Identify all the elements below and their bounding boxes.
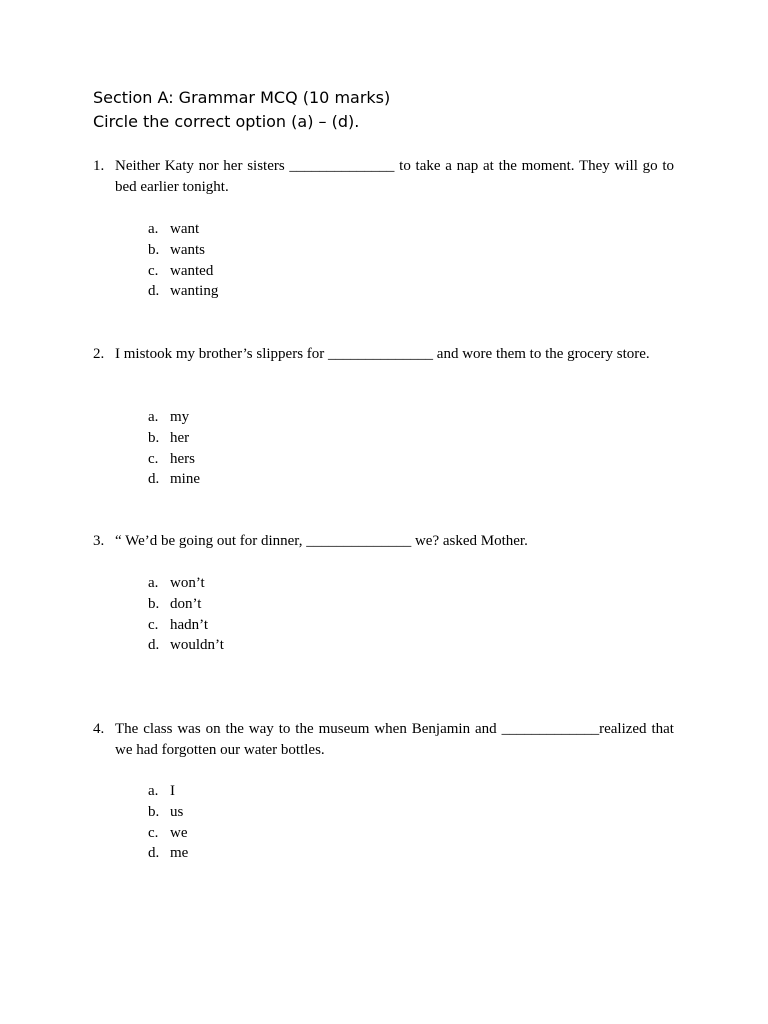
option-text: wants [170, 241, 205, 258]
option-item[interactable] [148, 823, 188, 844]
question-3-blank: ______________ [306, 533, 412, 549]
option-item[interactable] [148, 635, 224, 656]
option-item[interactable] [148, 594, 224, 615]
option-letter: c. [148, 262, 159, 279]
option-text: me [170, 845, 189, 862]
question-4-text [115, 719, 674, 761]
option-text: hers [170, 450, 195, 467]
question-4-text-after: realized that we had forgotten our water bottles. [115, 721, 674, 758]
option-item[interactable] [148, 428, 200, 449]
option-letter: b. [148, 241, 160, 258]
question-3-text-after: we? asked Mother. [411, 533, 528, 549]
option-item[interactable] [148, 781, 188, 802]
option-item[interactable] [148, 449, 200, 470]
option-text: wanting [170, 283, 219, 300]
option-text: us [170, 803, 184, 820]
option-text: won’t [170, 575, 205, 591]
option-item[interactable] [148, 469, 200, 490]
option-letter: d. [148, 471, 160, 488]
option-text: want [170, 221, 200, 237]
question-2-text-after: and wore them to the grocery store. [433, 346, 650, 362]
option-letter: b. [148, 595, 160, 612]
option-item[interactable] [148, 240, 218, 261]
option-letter: c. [148, 824, 159, 841]
question-1-options [148, 219, 218, 302]
option-text: hadn’t [170, 616, 209, 633]
option-item[interactable] [148, 281, 218, 302]
section-instruction: Circle the correct option (a) – (d). [93, 112, 360, 131]
option-text: wouldn’t [170, 637, 224, 654]
question-1-text [115, 156, 674, 198]
question-4-text-before: The class was on the way to the museum when Benjamin and [115, 721, 502, 737]
option-letter: a. [148, 409, 159, 425]
option-text: my [170, 409, 190, 425]
option-item[interactable] [148, 802, 188, 823]
option-letter: d. [148, 283, 160, 300]
question-2-blank: ______________ [328, 346, 434, 362]
question-2-text [115, 344, 674, 365]
question-2-number: 2. [93, 346, 105, 362]
option-text: don’t [170, 595, 202, 612]
option-text: I [170, 783, 175, 799]
option-letter: c. [148, 616, 159, 633]
section-title: Section A: Grammar MCQ (10 marks) [93, 88, 391, 107]
question-3-options [148, 573, 224, 656]
option-item[interactable] [148, 573, 224, 594]
question-1-blank: ______________ [289, 158, 395, 174]
question-1-text-before: Neither Katy nor her sisters [115, 158, 290, 174]
question-2-options [148, 407, 200, 490]
question-4-options [148, 781, 188, 864]
option-item[interactable] [148, 219, 218, 240]
option-letter: a. [148, 575, 159, 591]
option-item[interactable] [148, 843, 188, 864]
option-letter: a. [148, 221, 159, 237]
question-3-text-before: “ We’d be going out for dinner, [115, 533, 307, 549]
question-3-number: 3. [93, 533, 105, 549]
question-3-text [115, 531, 674, 552]
question-4-blank: _____________ [501, 721, 600, 737]
option-letter: b. [148, 803, 160, 820]
option-letter: c. [148, 450, 159, 467]
question-1-number: 1. [93, 158, 105, 174]
option-item[interactable] [148, 615, 224, 636]
option-text: her [170, 429, 190, 446]
option-letter: a. [148, 783, 159, 799]
option-letter: b. [148, 429, 160, 446]
option-text: we [170, 824, 188, 841]
option-item[interactable] [148, 407, 200, 428]
question-2-text-before: I mistook my brother’s slippers for [115, 346, 329, 362]
option-item[interactable] [148, 261, 218, 282]
option-text: mine [170, 471, 200, 488]
question-4-number: 4. [93, 721, 105, 737]
option-letter: d. [148, 845, 160, 862]
question-1-text-after: to take a nap at the moment. They will go to bed earlier tonight. [115, 158, 674, 195]
option-letter: d. [148, 637, 160, 654]
option-text: wanted [170, 262, 214, 279]
